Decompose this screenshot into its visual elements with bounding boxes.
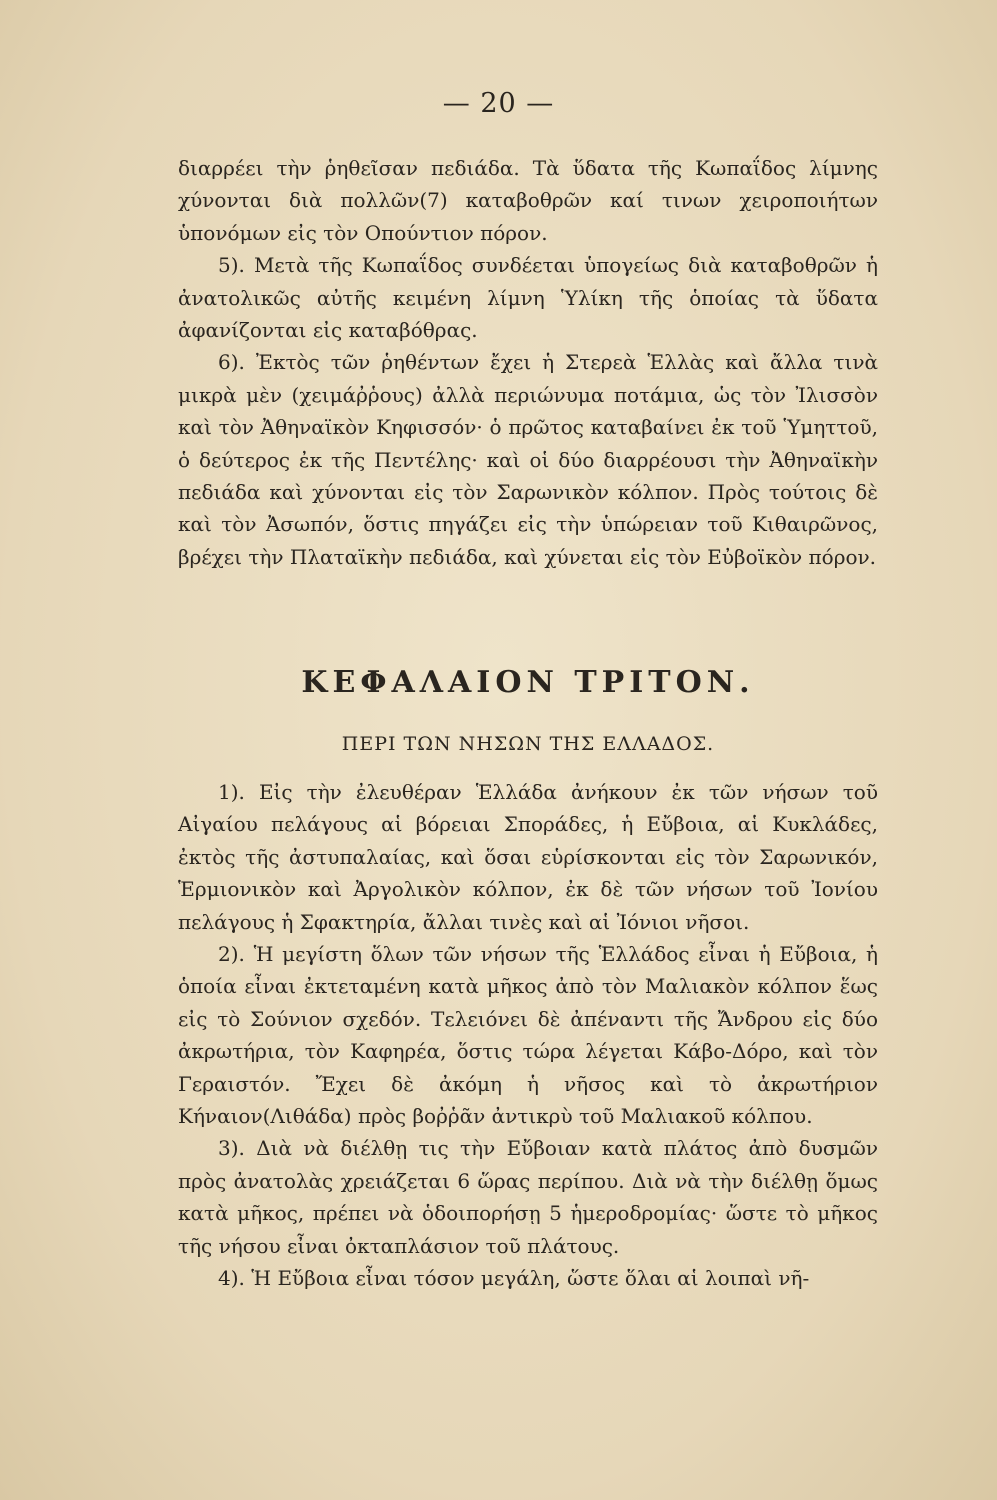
chapter-title: ΚΕΦΑΛΑΙΟΝ ΤΡΙΤΟΝ.: [301, 665, 755, 700]
paragraph-2: 2). Ἡ μεγίστη ὅλων τῶν νήσων τῆς Ἑλλάδος εἶναι ἡ Εὔβοια, ἡ ὁποία εἶναι ἐκτεταμένη κατὰ μῆκος ἀπὸ τὸν Μαλιακὸν κόλπον ἕως εἰς τὸ Σούνιον σχεδόν. Τελειόνει δὲ ἀπέναντι τῆς Ἄνδρου εἰς δύο ἀκρωτήρια, τὸν Καφηρέα, ὅστις τώρα λέγεται Κάβο-Δόρο, καὶ τὸν Γεραιστόν. Ἔχει δὲ ἀκόμη ἡ νῆσος καὶ τὸ ἀκρωτήριον Κήναιον(Λιθάδα) πρὸς βοῤῥᾶν ἀντικρὺ τοῦ Μαλιακοῦ κόλπου.: [178, 942, 878, 1129]
paragraph-1: 1). Εἰς τὴν ἐλευθέραν Ἑλλάδα ἀνήκουν ἐκ τῶν νήσων τοῦ Αἰγαίου πελάγους αἱ βόρειαι Σποράδες, ἡ Εὔβοια, αἱ Κυκλάδες, ἐκτὸς τῆς ἀστυπαλαίας, καὶ ὅσαι εὑρίσκονται εἰς τὸν Σαρωνικόν, Ἑρμιονικὸν καὶ Ἀργολικὸν κόλπον, ἐκ δὲ τῶν νήσων τοῦ Ἰονίου πελάγους ἡ Σφακτηρία, ἄλλαι τινὲς καὶ αἱ Ἰόνιοι νῆσοι.: [178, 780, 878, 934]
text-block-top: [178, 152, 878, 573]
paragraph-6: 6). Ἐκτὸς τῶν ῥηθέντων ἔχει ἡ Στερεὰ Ἑλλὰς καὶ ἄλλα τινὰ μικρὰ μὲν (χειμάῤῥους) ἀλλὰ περιώνυμα ποτάμια, ὡς τὸν Ἰλισσὸν καὶ τὸν Ἀθηναϊκὸν Κηφισσόν· ὁ πρῶτος καταβαίνει ἐκ τοῦ Ὑμηττοῦ, ὁ δεύτερος ἐκ τῆς Πεντέλης· καὶ οἱ δύο διαρρέουσι τὴν Ἀθηναϊκὴν πεδιάδα καὶ χύνονται εἰς τὸν Σαρωνικὸν κόλπον. Πρὸς τούτοις δὲ καὶ τὸν Ἀσωπόν, ὅστις πηγάζει εἰς τὴν ὑπώρειαν τοῦ Κιθαιρῶνος, βρέχει τὴν Πλαταϊκὴν πεδιάδα, καὶ χύνεται εἰς τὸν Εὐβοϊκὸν πόρον.: [178, 350, 878, 569]
paragraph-5: 5). Μετὰ τῆς Κωπαΐδος συνδέεται ὑπογείως διὰ καταβοθρῶν ἡ ἀνατολικῶς αὐτῆς κειμένη λίμνη Ὑλίκη τῆς ὁποίας τὰ ὕδατα ἀφανίζονται εἰς καταβόθρας.: [178, 253, 878, 343]
chapter-subtitle: ΠΕΡΙ ΤΩΝ ΝΗΣΩΝ ΤΗΣ ΕΛΛΑΔΟΣ.: [341, 733, 715, 755]
text-block-bottom: [178, 776, 878, 1295]
page-number: — 20 —: [442, 88, 555, 119]
paragraph-4: 4). Ἡ Εὔβοια εἶναι τόσον μεγάλη, ὥστε ὅλαι αἱ λοιπαὶ νῆ-: [218, 1266, 810, 1291]
paragraph-continuation: διαρρέει τὴν ῥηθεῖσαν πεδιάδα. Τὰ ὕδατα τῆς Κωπαΐδος λίμνης χύνονται διὰ πολλῶν(7) καταβοθρῶν καί τινων χειροποιήτων ὑπονόμων εἰς τὸν Οπούντιον πόρον.: [178, 156, 878, 245]
paragraph-3: 3). Διὰ νὰ διέλθῃ τις τὴν Εὔβοιαν κατὰ πλάτος ἀπὸ δυσμῶν πρὸς ἀνατολὰς χρειάζεται 6 ὥρας περίπου. Διὰ νὰ τὴν διέλθῃ ὅμως κατὰ μῆκος, πρέπει νὰ ὁδοιπορήσῃ 5 ἡμεροδρομίας· ὥστε τὸ μῆκος τῆς νήσου εἶναι ὀκταπλάσιον τοῦ πλάτους.: [178, 1136, 878, 1258]
